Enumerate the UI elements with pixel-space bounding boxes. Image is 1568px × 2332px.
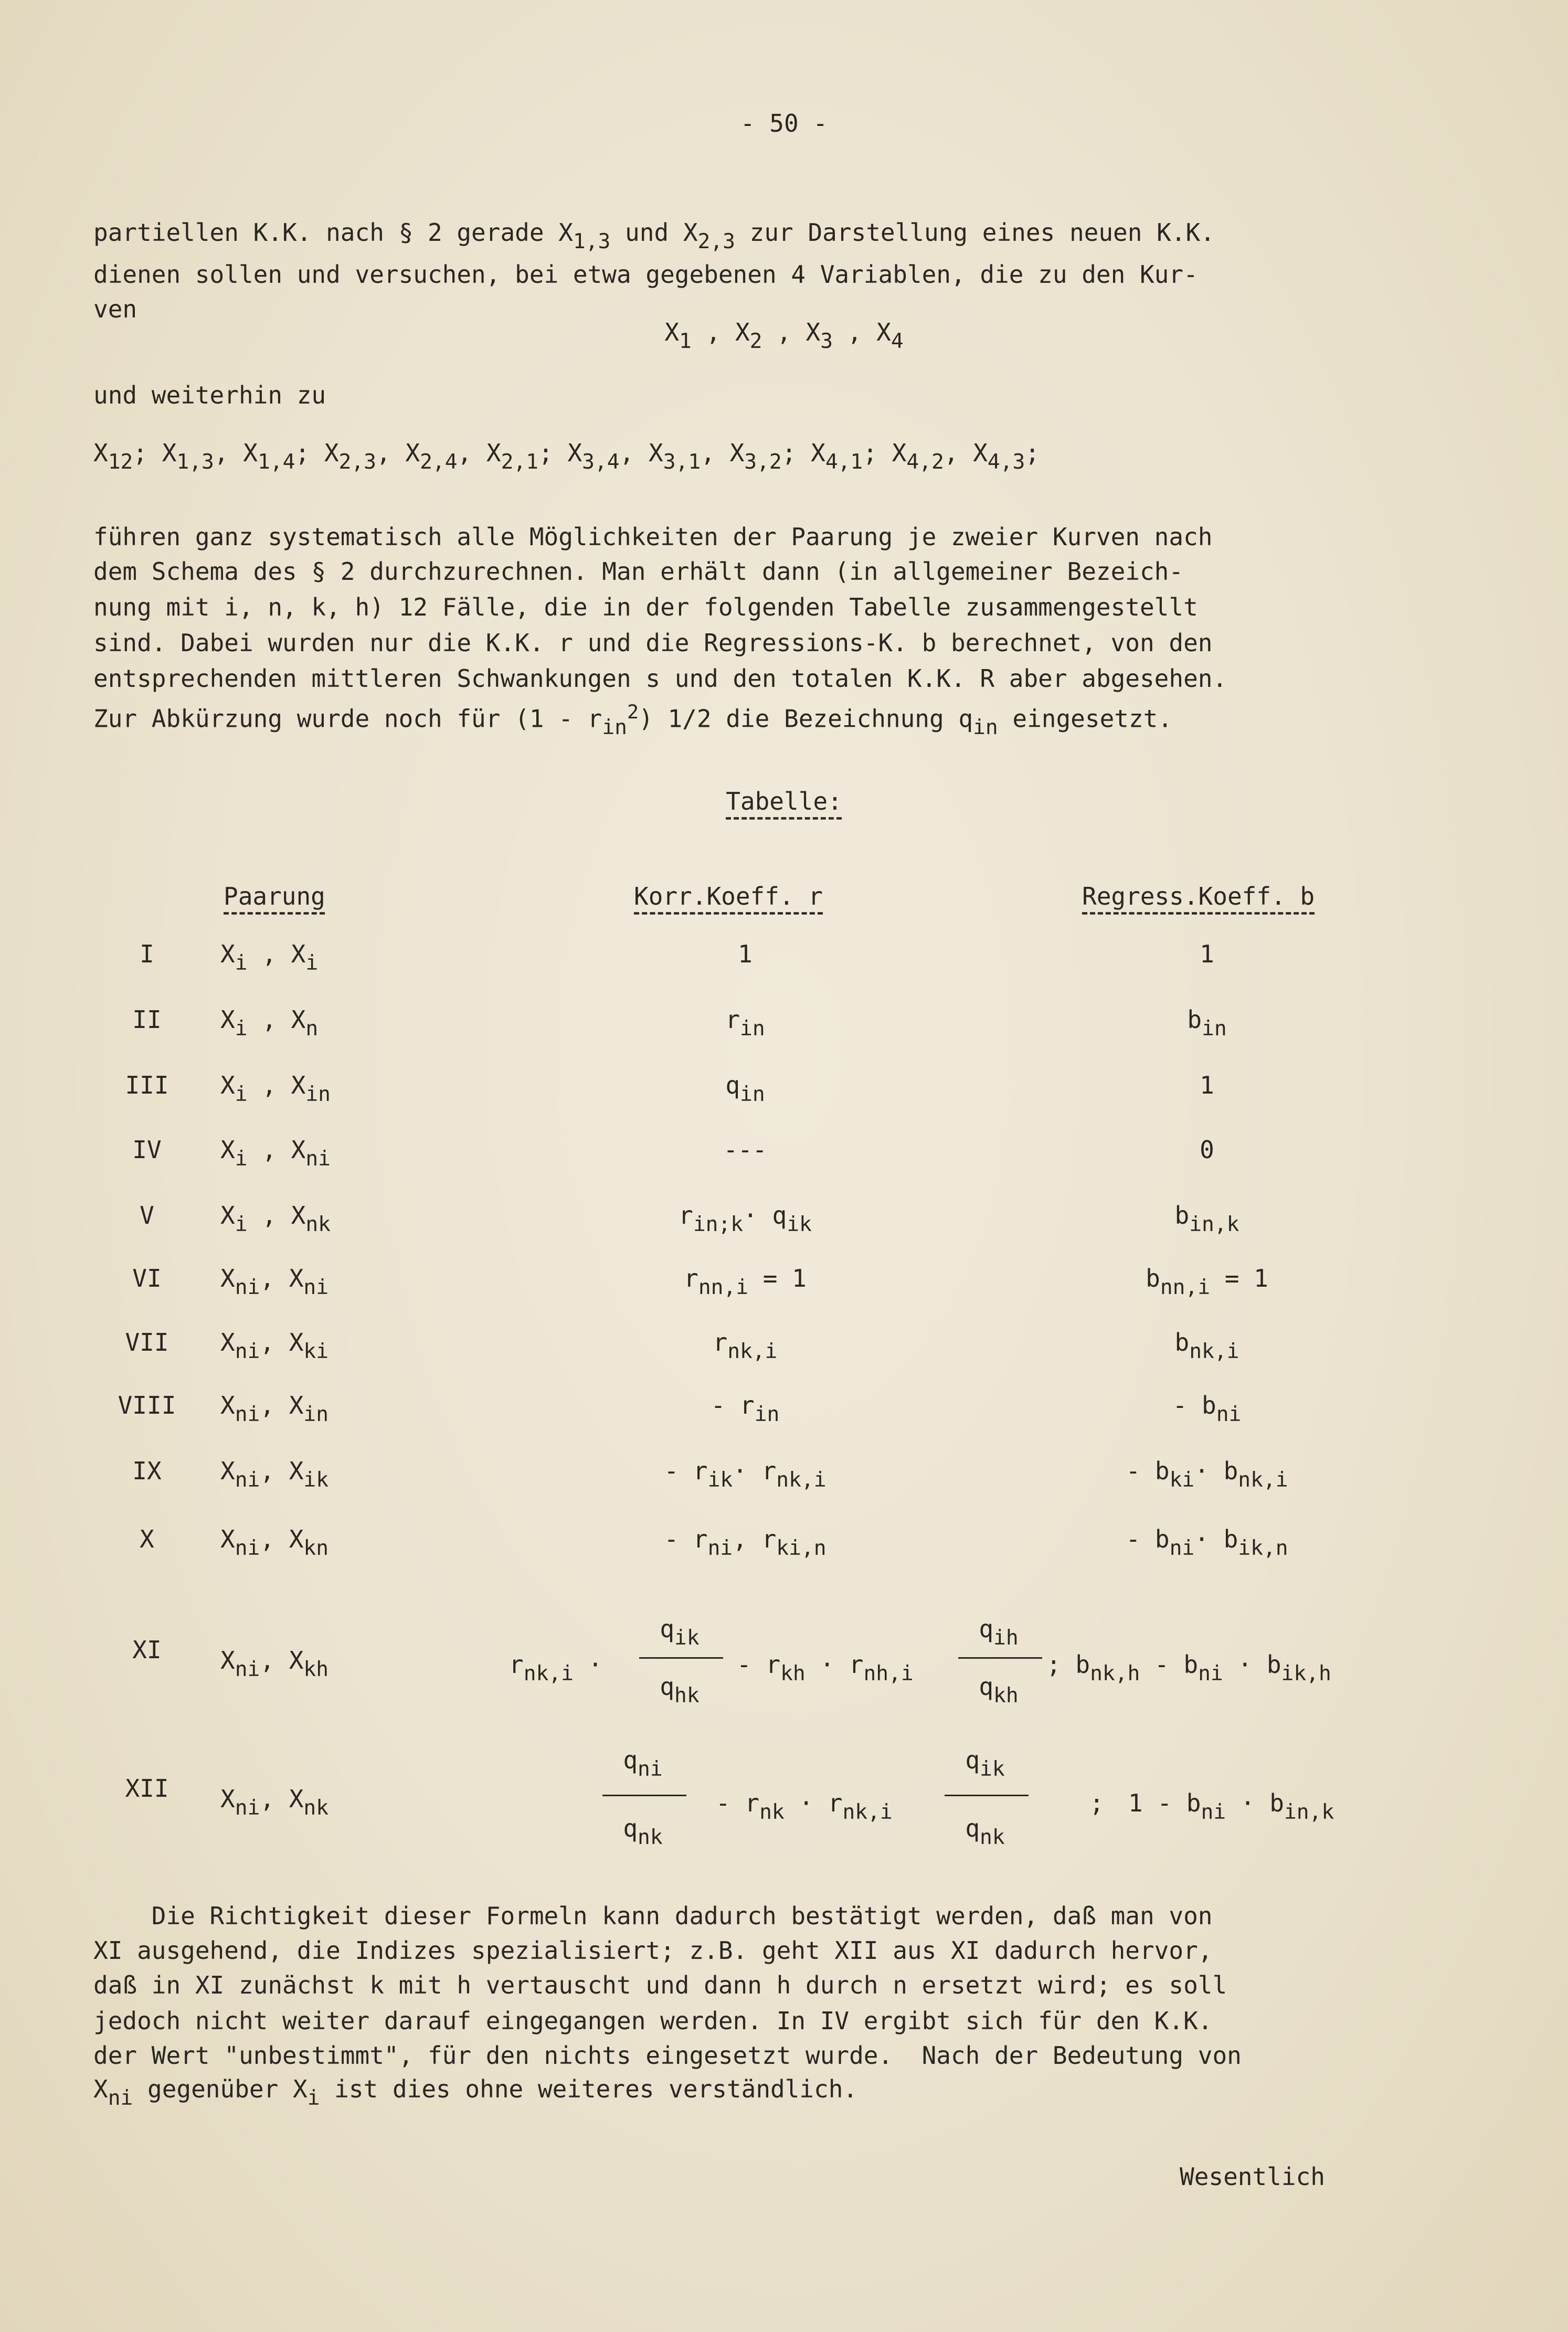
term: - rnk · rnk,i [716, 1789, 893, 1824]
pairing-cell: Xi , Xnk [220, 1201, 331, 1236]
pairing-cell: Xni, Xkn [220, 1525, 329, 1560]
pairing-cell: Xni, Xik [220, 1457, 329, 1492]
row-number: IX [132, 1457, 162, 1485]
term-separator: ; [1089, 1789, 1104, 1817]
fraction-denominator: qkh [979, 1672, 1019, 1708]
header-regr: Regress.Koeff. b [1082, 882, 1315, 910]
para2-line-3: nung mit i, n, k, h) 12 Fälle, die in der folgenden Tabelle zusammengestellt [93, 593, 1198, 621]
term: - rkh · rnh,i [737, 1650, 914, 1686]
table-row [0, 1005, 1568, 1057]
table-row [0, 1264, 1568, 1316]
intro-line-3: ven [93, 295, 137, 323]
para2-line-6: Zur Abkürzung wurde noch für (1 - rin$^2$) 1/2 die Bezeichnung qin eingesetzt. [93, 701, 1173, 740]
variables-line: X1 , X2 , X3 , X4 [664, 318, 904, 353]
closing-line-4: jedoch nicht weiter darauf eingegangen werden. In IV ergibt sich für den K.K. [93, 2007, 1213, 2035]
row-number: I [140, 940, 154, 968]
regr-coeff-cell: 0 [1200, 1136, 1214, 1164]
header-corr: Korr.Koeff. r [634, 882, 823, 910]
fraction-denominator: qhk [660, 1672, 700, 1708]
intro-line-2: dienen sollen und versuchen, bei etwa gegebenen 4 Variablen, die zu den Kur- [93, 260, 1198, 289]
row-number: VI [132, 1264, 162, 1292]
row-number: VIII [118, 1391, 176, 1419]
regr-coeff-cell: bnk,i [1174, 1328, 1239, 1363]
further-text: und weiterhin zu [93, 381, 326, 409]
fraction-bar [958, 1657, 1042, 1659]
fraction-numerator: qik [660, 1615, 700, 1650]
pairing-cell: Xni, Xkh [220, 1646, 329, 1681]
regr-coeff-cell: - bni· bik,n [1126, 1525, 1288, 1560]
corr-coeff-cell: - rni, rki,n [664, 1525, 827, 1560]
row-number: XII [125, 1774, 169, 1803]
table-title: Tabelle: [726, 787, 842, 815]
term: ; bnk,h - bni · bik,h [1046, 1650, 1331, 1686]
fraction-denominator: qnk [623, 1814, 663, 1849]
para2-line-1: führen ganz systematisch alle Möglichkeiten der Paarung je zweier Kurven nach [93, 523, 1213, 551]
pairs-line: X12; X1,3, X1,4; X2,3, X2,4, X2,1; X3,4, X3,1, X3,2; X4,1; X4,2, X4,3; [93, 439, 1040, 474]
pairing-cell: Xni, Xnk [220, 1785, 329, 1820]
fraction-numerator: qih [979, 1615, 1019, 1650]
row-number: VII [125, 1328, 169, 1356]
closing-line-6: Xni gegenüber Xi ist dies ohne weiteres verständlich. [93, 2075, 858, 2110]
pairing-cell: Xi , Xi [220, 940, 319, 975]
header-pairing: Paarung [224, 882, 325, 910]
fraction-bar [945, 1795, 1029, 1796]
table-row [0, 1456, 1568, 1509]
fraction-numerator: qni [623, 1746, 663, 1781]
para2-line-2: dem Schema des § 2 durchzurechnen. Man erhält dann (in allgemeiner Bezeich- [93, 557, 1184, 586]
row-number: V [140, 1201, 154, 1229]
pairing-cell: Xni, Xin [220, 1391, 329, 1426]
regr-coeff-cell: 1 [1200, 940, 1214, 968]
catchword: Wesentlich [1180, 2163, 1325, 2191]
table-row [0, 1328, 1568, 1380]
table-row [0, 1135, 1568, 1188]
fraction-bar [602, 1795, 686, 1796]
term: rnk,i · [509, 1650, 603, 1686]
para2-line-5: entsprechenden mittleren Schwankungen s und den totalen K.K. R aber abgesehen. [93, 664, 1227, 693]
closing-line-3: daß in XI zunächst k mit h vertauscht und dann h durch n ersetzt wird; es soll [93, 1971, 1227, 1999]
regr-coeff-cell: bnn,i = 1 [1146, 1264, 1268, 1299]
row-number: X [140, 1525, 154, 1553]
table-row [0, 1391, 1568, 1443]
fraction-bar [639, 1657, 723, 1659]
pairing-cell: Xi , Xn [220, 1005, 319, 1041]
closing-line-2: XI ausgehend, die Indizes spezialisiert; z.B. geht XII aus XI dadurch hervor, [93, 1936, 1213, 1965]
pairing-cell: Xi , Xni [220, 1136, 331, 1171]
corr-coeff-cell: rnn,i = 1 [684, 1264, 807, 1299]
corr-coeff-cell: 1 [738, 940, 753, 968]
term: 1 - bni · bin,k [1128, 1789, 1334, 1824]
row-number: III [125, 1071, 169, 1099]
corr-coeff-cell: qin [725, 1071, 765, 1106]
table-row [0, 939, 1568, 992]
table-row [0, 1201, 1568, 1253]
row-number: II [132, 1005, 162, 1034]
closing-line-1: Die Richtigkeit dieser Formeln kann dadurch bestätigt werden, daß man von [93, 1902, 1213, 1930]
corr-coeff-cell: --- [723, 1136, 767, 1164]
table-row [0, 1524, 1568, 1577]
pairing-cell: Xi , Xin [220, 1071, 331, 1106]
corr-coeff-cell: - rin [711, 1391, 780, 1426]
intro-line-1: partiellen K.K. nach § 2 gerade X1,3 und X2,3 zur Darstellung eines neuen K.K. [93, 218, 1215, 253]
row-number: IV [132, 1136, 162, 1164]
fraction-numerator: qik [965, 1746, 1005, 1781]
page-number: - 50 - [740, 109, 828, 137]
para2-line-4: sind. Dabei wurden nur die K.K. r und die Regressions-K. b berechnet, von den [93, 629, 1213, 657]
fraction-denominator: qnk [965, 1814, 1005, 1849]
corr-coeff-cell: rin [725, 1005, 765, 1041]
pairing-cell: Xni, Xki [220, 1328, 329, 1363]
regr-coeff-cell: - bki· bnk,i [1126, 1457, 1288, 1492]
corr-coeff-cell: rin;k· qik [679, 1201, 812, 1236]
table-row [0, 1070, 1568, 1123]
regr-coeff-cell: 1 [1200, 1071, 1214, 1099]
closing-line-5: der Wert "unbestimmt", für den nichts eingesetzt wurde. Nach der Bedeutung von [93, 2041, 1242, 2070]
regr-coeff-cell: bin [1187, 1005, 1227, 1041]
corr-coeff-cell: rnk,i [713, 1328, 778, 1363]
row-number: XI [132, 1636, 162, 1664]
regr-coeff-cell: - bni [1172, 1391, 1242, 1426]
regr-coeff-cell: bin,k [1174, 1201, 1239, 1236]
corr-coeff-cell: - rik· rnk,i [664, 1457, 827, 1492]
pairing-cell: Xni, Xni [220, 1264, 329, 1299]
